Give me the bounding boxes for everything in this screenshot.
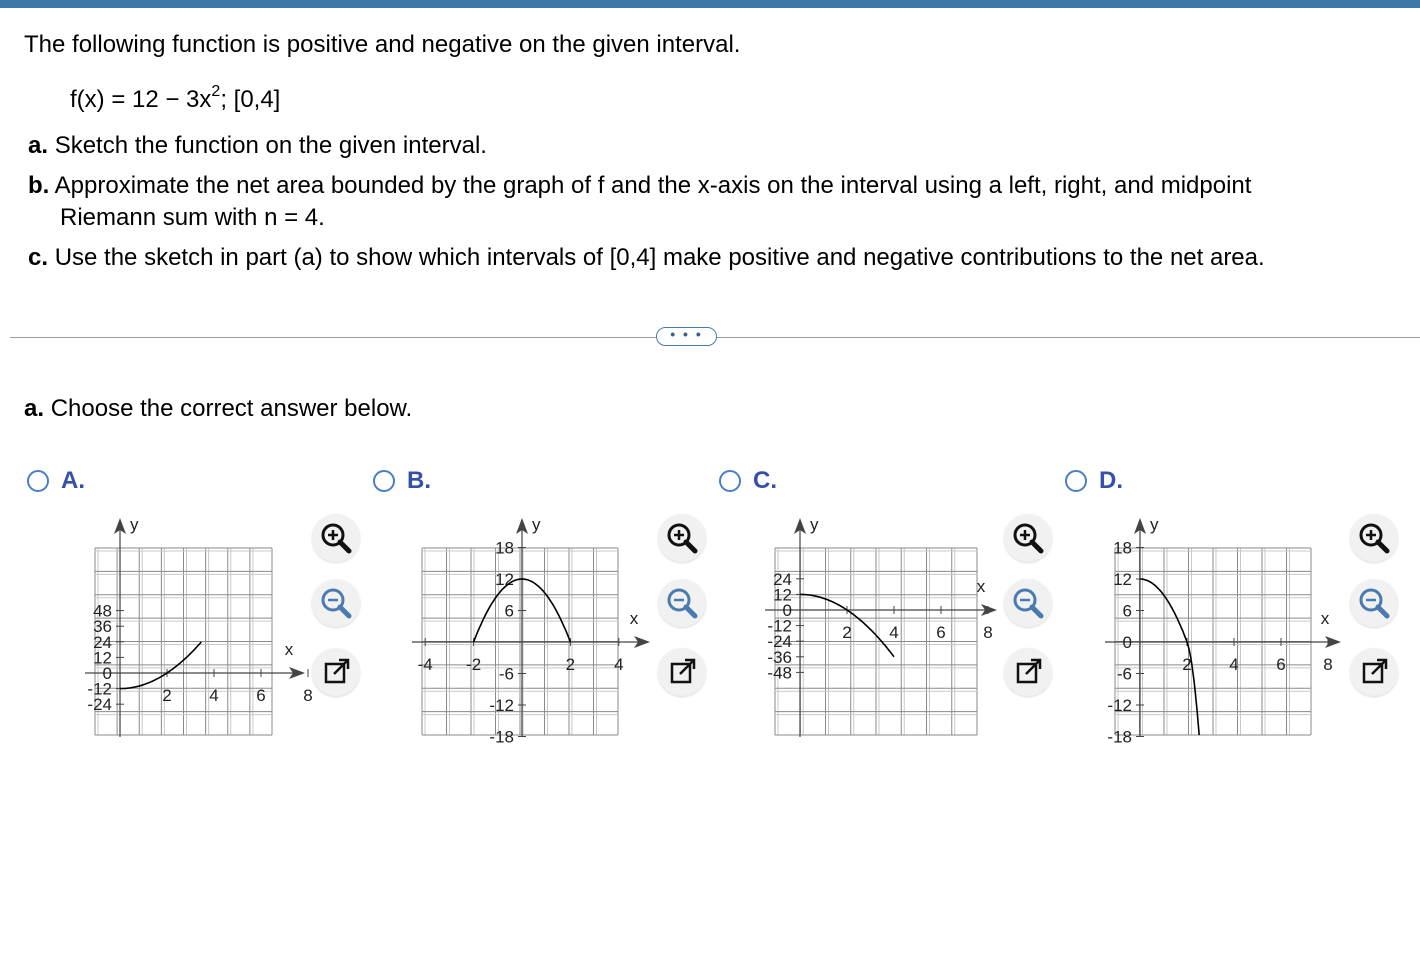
y-tick-label: -6: [1116, 664, 1132, 684]
choice-c[interactable]: C.: [719, 467, 777, 495]
x-tick-label: 6: [256, 686, 266, 705]
y-tick-label: -36: [767, 647, 792, 667]
y-tick-label: -12: [489, 696, 514, 715]
x-axis-label: x: [1320, 609, 1330, 628]
y-tick-label: 36: [93, 617, 112, 637]
grid: [775, 548, 977, 735]
x-tick-label: 6: [1276, 655, 1286, 674]
y-axis-label: y: [810, 515, 819, 534]
radio-c[interactable]: [719, 470, 741, 492]
y-tick-label: 12: [773, 585, 792, 605]
y-axis-label: y: [532, 515, 541, 534]
x-tick-label: -2: [466, 655, 482, 674]
y-tick-label: 6: [1122, 601, 1132, 621]
x-tick-label: 4: [614, 655, 624, 674]
show-more-button[interactable]: • • •: [656, 327, 717, 346]
part-c-instruction: c. Use the sketch in part (a) to show which intervals of [0,4] make positive and negative contributions to the net area.: [28, 244, 1265, 271]
x-tick-label: 8: [1323, 655, 1333, 674]
y-tick-label: -48: [767, 663, 792, 683]
function-formula: $f(x) = 12 - 3x^2$; [0,4]: [70, 83, 281, 113]
choice-d[interactable]: D.: [1065, 467, 1123, 495]
radio-a[interactable]: [27, 470, 49, 492]
y-axis-label: y: [1150, 515, 1159, 534]
zoom-out-icon-c[interactable]: [1004, 579, 1052, 627]
zoom-in-icon-b[interactable]: [658, 514, 706, 562]
y-tick-label: 24: [93, 632, 112, 652]
y-tick-label: 0: [1122, 633, 1132, 652]
x-tick-label: 6: [936, 623, 946, 642]
y-tick-label: -18: [1107, 727, 1132, 747]
graph-d: [1073, 510, 1353, 750]
zoom-in-icon-c[interactable]: [1004, 514, 1052, 562]
y-tick-label: 18: [1113, 538, 1132, 558]
x-tick-label: -4: [417, 655, 433, 674]
y-tick-label: -24: [767, 632, 792, 652]
choice-a[interactable]: A.: [27, 467, 85, 495]
y-tick-label: 18: [495, 538, 514, 558]
y-tick-label: 0: [782, 601, 792, 620]
y-tick-label: -12: [767, 616, 792, 636]
x-tick-label: 2: [162, 686, 172, 705]
graph-c: [725, 510, 1005, 750]
zoom-out-icon-a[interactable]: [312, 579, 360, 627]
popout-icon-c[interactable]: [1004, 648, 1052, 696]
question-prompt: a. Choose the correct answer below.: [24, 395, 413, 422]
y-tick-label: -18: [489, 727, 514, 747]
popout-icon-d[interactable]: [1350, 648, 1398, 696]
graph-b: [400, 510, 660, 750]
popout-icon-a[interactable]: [312, 648, 360, 696]
y-tick-label: 12: [93, 648, 112, 668]
x-tick-label: 2: [565, 655, 576, 674]
x-tick-label: 2: [1182, 655, 1192, 674]
part-b-instruction: b. Approximate the net area bounded by the graph of f and the x-axis on the interval using a left, right, and midpoint Riemann sum with n = 4.: [28, 172, 1252, 231]
y-tick-label: 12: [495, 570, 514, 589]
x-tick-label: 4: [889, 623, 899, 642]
zoom-in-icon-d[interactable]: [1350, 514, 1398, 562]
x-axis-label: x: [284, 640, 294, 659]
y-tick-label: -12: [87, 679, 112, 699]
y-tick-label: 12: [1113, 570, 1132, 589]
y-tick-label: -12: [1107, 696, 1132, 715]
y-tick-label: 6: [504, 601, 514, 621]
popout-icon-b[interactable]: [658, 648, 706, 696]
y-tick-label: 24: [773, 569, 792, 589]
y-tick-label: -24: [87, 695, 112, 715]
x-axis-label: x: [976, 577, 986, 596]
y-tick-label: -6: [498, 664, 514, 684]
graph-a: [30, 510, 320, 750]
problem-intro: The following function is positive and negative on the given interval.: [24, 31, 741, 58]
zoom-in-icon-a[interactable]: [312, 514, 360, 562]
x-tick-label: 4: [209, 686, 219, 705]
zoom-out-icon-b[interactable]: [658, 579, 706, 627]
x-tick-label: 2: [842, 623, 852, 642]
x-tick-label: 4: [1229, 655, 1239, 674]
x-tick-label: 8: [983, 623, 993, 642]
part-a-instruction: a. Sketch the function on the given interval.: [28, 132, 487, 159]
radio-b[interactable]: [373, 470, 395, 492]
x-axis-label: x: [629, 609, 639, 628]
choice-b[interactable]: B.: [373, 467, 431, 495]
zoom-out-icon-d[interactable]: [1350, 579, 1398, 627]
top-accent-bar: [0, 0, 1420, 8]
radio-d[interactable]: [1065, 470, 1087, 492]
y-axis-label: y: [130, 515, 139, 534]
x-tick-label: 8: [303, 686, 313, 705]
y-tick-label: 0: [102, 664, 112, 683]
y-tick-label: 48: [93, 601, 112, 621]
